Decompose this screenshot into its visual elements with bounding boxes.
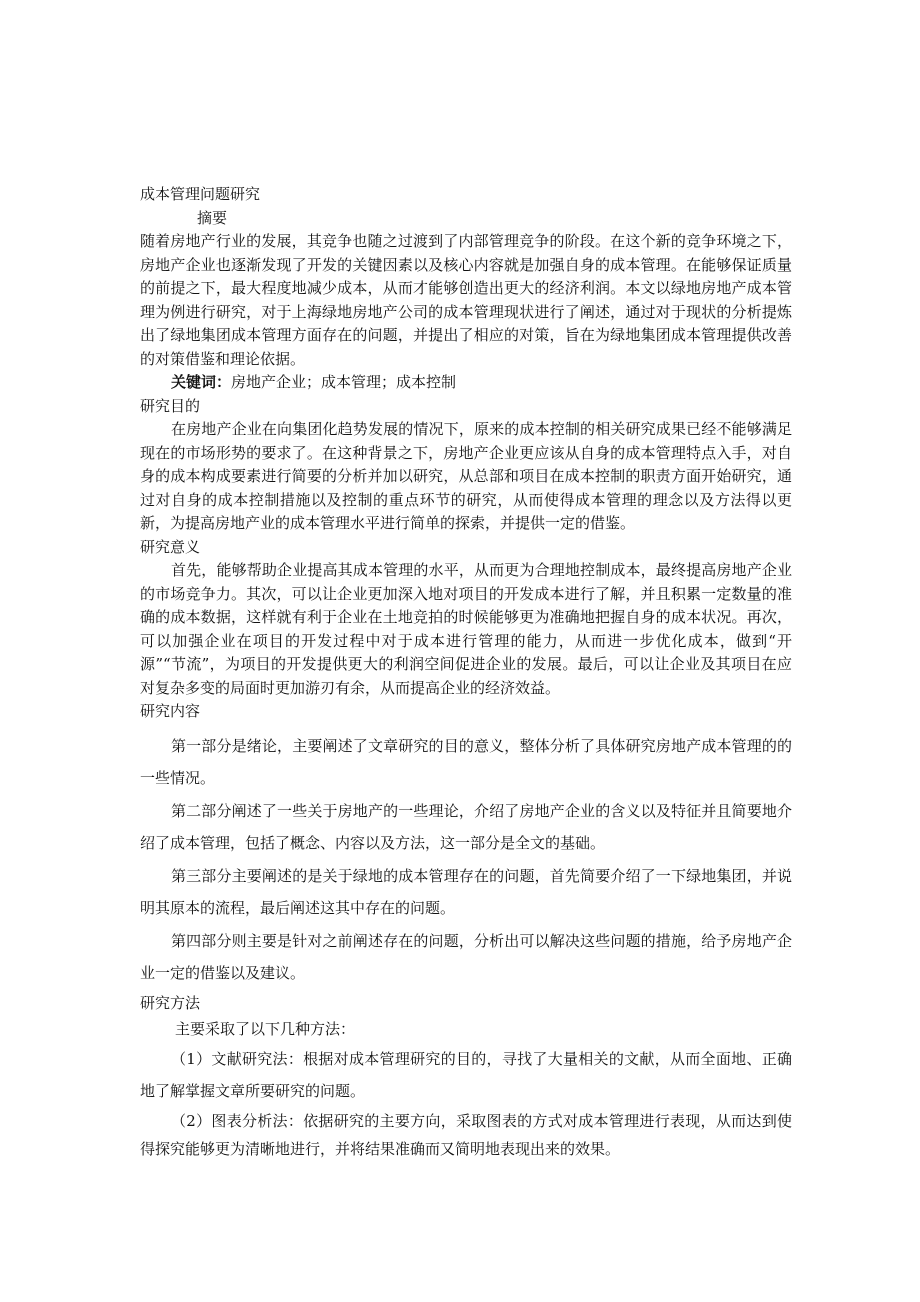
method-item-1: （1）文献研究法：根据对成本管理研究的目的，寻找了大量相关的文献，从而全面地、正确地了解掌握文章所要研究的问题。 bbox=[140, 1050, 792, 1100]
section-heading-significance: 研究意义 bbox=[140, 537, 201, 556]
content-part-2: 第二部分阐述了一些关于房地产的一些理论，介绍了房地产企业的含义以及特征并且简要地介绍了成本管理，包括了概念、内容以及方法，这一部分是全文的基础。 bbox=[140, 801, 792, 852]
content-part-1: 第一部分是绪论，主要阐述了文章研究的目的意义，整体分析了具体研究房地产成本管理的的一些情况。 bbox=[140, 736, 792, 787]
document-title: 成本管理问题研究 bbox=[140, 185, 261, 203]
method-item-2: （2）图表分析法：依据研究的主要方向，采取图表的方式对成本管理进行表现，从而达到使得探究能够更为清晰地进行，并将结果准确而又简明地表现出来的效果。 bbox=[140, 1112, 792, 1158]
keywords-text: 房地产企业；成本管理；成本控制 bbox=[231, 373, 457, 391]
keywords-line bbox=[140, 371, 792, 395]
section-heading-methods: 研究方法 bbox=[140, 993, 201, 1012]
purpose-paragraph: 在房地产企业在向集团化趋势发展的情况下，原来的成本控制的相关研究成果已经不能够满足现在的市场形势的要求了。在这种背景之下，房地产企业更应该从自身的成本管理特点入手，对自身的成本构成要素进行简要的分析并加以研究，从总部和项目在成本控制的职责方面开始研究，通过对自身的成本控制措施以及控制的重点环节的研究，从而使得成本管理的理念以及方法得以更新，为提高房地产业的成本管理水平进行简单的探索，并提供一定的借鉴。 bbox=[140, 420, 792, 532]
keywords-label: 关键词： bbox=[171, 373, 232, 391]
section-heading-content: 研究内容 bbox=[140, 702, 201, 720]
content-part-3: 第三部分主要阐述的是关于绿地的成本管理存在的问题，首先简要介绍了一下绿地集团，并说明其原本的流程，最后阐述这其中存在的问题。 bbox=[140, 866, 792, 917]
content-part-4: 第四部分则主要是针对之前阐述存在的问题，分析出可以解决这些问题的措施，给予房地产企业一定的借鉴以及建议。 bbox=[140, 931, 792, 982]
abstract-paragraph: 随着房地产行业的发展，其竞争也随之过渡到了内部管理竞争的阶段。在这个新的竞争环境之下，房地产企业也逐渐发现了开发的关键因素以及核心内容就是加强自身的成本管理。在能够保证质量的前提之下，最大程度地减少成本，从而才能够创造出更大的经济利润。本文以绿地房地产成本管理为例进行研究，对于上海绿地房地产公司的成本管理现状进行了阐述，通过对于现状的分析提炼出了绿地集团成本管理方面存在的问题，并提出了相应的对策，旨在为绿地集团成本管理提供改善的对策借鉴和理论依据。 bbox=[140, 232, 792, 368]
methods-intro: 主要采取了以下几种方法： bbox=[175, 1020, 356, 1038]
document-body bbox=[140, 183, 792, 1163]
significance-paragraph: 首先，能够帮助企业提高其成本管理的水平，从而更为合理地控制成本，最终提高房地产企业的市场竞争力。其次，可以让企业更加深入地对项目的开发成本进行了解，并且积累一定数量的准确的成本数据，这样就有利于企业在土地竞拍的时候能够更为准确地把握自身的成本状况。再次，可以加强企业在项目的开发过程中对于成本进行管理的能力，从而进一步优化成本，做到“开源”“节流”，为项目的开发提供更大的利润空间促进企业的发展。最后，可以让企业及其项目在应对复杂多变的局面时更加游刃有余，从而提高企业的经济效益。 bbox=[140, 561, 792, 697]
section-heading-purpose: 研究目的 bbox=[140, 396, 201, 415]
abstract-heading: 摘要 bbox=[197, 208, 228, 227]
